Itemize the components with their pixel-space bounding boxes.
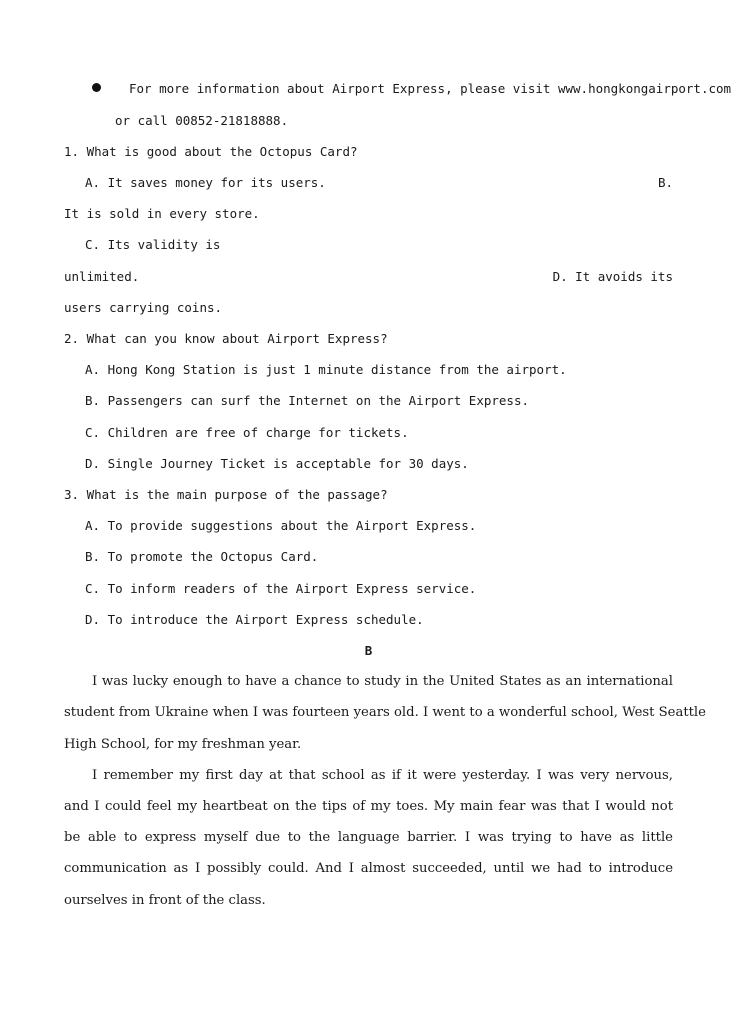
question-2-stem: 2. What can you know about Airport Express? xyxy=(64,331,388,346)
bullet-text-line-2: or call 00852-21818888. xyxy=(115,113,289,128)
paragraph-1-line-2: student from Ukraine when I was fourteen years old. I went to a wonderful school, West Seattle xyxy=(64,705,706,720)
question-2-option-b: B. Passengers can surf the Internet on the Airport Express. xyxy=(85,393,530,408)
paragraph-1-line-1: I was lucky enough to have a chance to study in the United States as an international xyxy=(92,674,673,689)
bullet-text-line-1: For more information about Airport Express, please visit www.hongkongairport.com xyxy=(129,81,732,96)
question-1-option-a: A. It saves money for its users. xyxy=(85,175,326,190)
section-heading: B xyxy=(364,643,373,658)
paragraph-2-line-3: be able to express myself due to the language barrier. I was trying to have as little xyxy=(64,830,673,845)
bullet-icon xyxy=(92,83,101,92)
question-2-option-a: A. Hong Kong Station is just 1 minute distance from the airport. xyxy=(85,362,567,377)
question-1-option-b-label: B. xyxy=(657,175,673,190)
question-1-option-d-line-2: users carrying coins. xyxy=(64,300,223,315)
question-1-row-cd xyxy=(64,269,673,285)
question-3-option-a: A. To provide suggestions about the Airport Express. xyxy=(85,518,477,533)
paragraph-2-line-4: communication as I possibly could. And I almost succeeded, until we had to introduce xyxy=(64,861,673,876)
question-3-option-b: B. To promote the Octopus Card. xyxy=(85,549,319,564)
question-1-stem: 1. What is good about the Octopus Card? xyxy=(64,144,358,159)
paragraph-2-line-1: I remember my first day at that school as if it were yesterday. I was very nervous, xyxy=(92,768,673,783)
question-1-option-b-text: It is sold in every store. xyxy=(64,206,260,221)
question-3-option-d: D. To introduce the Airport Express schedule. xyxy=(85,612,424,627)
question-2-option-d: D. Single Journey Ticket is acceptable for 30 days. xyxy=(85,456,469,471)
paragraph-2-line-2: and I could feel my heartbeat on the tips of my toes. My main fear was that I would not xyxy=(64,799,673,814)
question-1-option-c-line-2: unlimited. xyxy=(64,269,140,284)
question-1-option-c-line-1: C. Its validity is xyxy=(85,237,221,252)
question-2-option-c: C. Children are free of charge for tickets. xyxy=(85,425,409,440)
paragraph-2-line-5: ourselves in front of the class. xyxy=(64,893,266,908)
paragraph-1-line-3: High School, for my freshman year. xyxy=(64,737,302,752)
question-1-option-d-line-1: D. It avoids its xyxy=(552,269,673,284)
question-3-stem: 3. What is the main purpose of the passage? xyxy=(64,487,388,502)
question-1-row-ab xyxy=(85,175,673,191)
question-3-option-c: C. To inform readers of the Airport Express service. xyxy=(85,581,477,596)
